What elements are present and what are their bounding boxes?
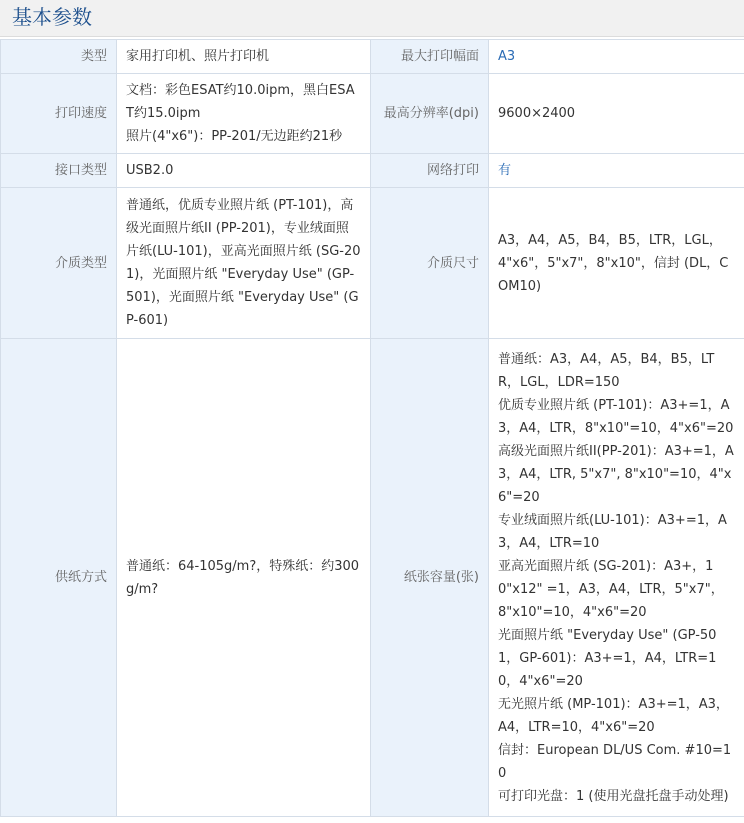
print-speed-value [117,74,371,154]
capacity-line: 可打印光盘：1 (使用光盘托盘手动处理) [498,788,729,804]
interface-value: USB2.0 [117,154,371,188]
table-row [1,339,744,817]
max-resolution-value: 9600×2400 [489,74,744,154]
table-row [1,154,744,188]
max-resolution-label: 最高分辨率(dpi) [371,74,489,154]
print-speed-photo: 照片(4"x6")：PP-201/无边距约21秒 [126,129,343,144]
capacity-line: 光面照片纸 "Everyday Use" (GP-501，GP-601)：A3+=1，A4，LTR=10，4"x6"=20 [498,627,717,689]
table-row [1,40,744,74]
network-print-value[interactable]: 有 [489,154,744,188]
paper-capacity-value [489,339,744,817]
table-row [1,188,744,339]
media-type-label: 介质类型 [1,188,117,339]
capacity-line: 亚高光面照片纸 (SG-201)：A3+，10"x12" =1，A3，A4，LTR，5"x7"，8"x10"=10，4"x6"=20 [498,558,724,620]
table-row [1,74,744,154]
paper-feed-label: 供纸方式 [1,339,117,817]
paper-feed-value: 普通纸：64-105g/m?，特殊纸：约300g/m? [117,339,371,817]
capacity-line: 普通纸：A3，A4，A5，B4，B5，LTR，LGL，LDR=150 [498,351,715,390]
section-title: 基本参数 [12,5,92,29]
network-print-label: 网络打印 [371,154,489,188]
max-print-size-value[interactable]: A3 [489,40,744,74]
media-size-label: 介质尺寸 [371,188,489,339]
spec-table [0,39,744,817]
capacity-line: 专业绒面照片纸(LU-101)：A3+=1，A3，A4，LTR=10 [498,512,727,551]
paper-capacity-label: 纸张容量(张) [371,339,489,817]
interface-label: 接口类型 [1,154,117,188]
media-type-value: 普通纸，优质专业照片纸 (PT-101)，高级光面照片纸II (PP-201)，专业绒面照片纸(LU-101)，亚高光面照片纸 (SG-201)，光面照片纸 "Everyday Use" (GP-501)，光面照片纸 "Everyday Use" (GP-601) [117,188,371,339]
capacity-line: 信封：European DL/US Com. #10=10 [498,742,732,781]
type-value: 家用打印机、照片打印机 [117,40,371,74]
type-label: 类型 [1,40,117,74]
section-header [0,0,744,37]
capacity-line: 无光照片纸 (MP-101)：A3+=1，A3，A4，LTR=10，4"x6"=20 [498,696,729,735]
media-size-value: A3，A4，A5，B4，B5，LTR，LGL，4"x6"，5"x7"，8"x10"，信封 (DL，COM10) [489,188,744,339]
max-print-size-label: 最大打印幅面 [371,40,489,74]
print-speed-label: 打印速度 [1,74,117,154]
print-speed-document: 文档：彩色ESAT约10.0ipm，黑白ESAT约15.0ipm [126,83,355,121]
capacity-line: 高级光面照片纸II(PP-201)：A3+=1，A3，A4，LTR, 5"x7", 8"x10"=10，4"x6"=20 [498,443,734,505]
capacity-line: 优质专业照片纸 (PT-101)：A3+=1，A3，A4，LTR，8"x10"=10，4"x6"=20 [498,397,734,436]
